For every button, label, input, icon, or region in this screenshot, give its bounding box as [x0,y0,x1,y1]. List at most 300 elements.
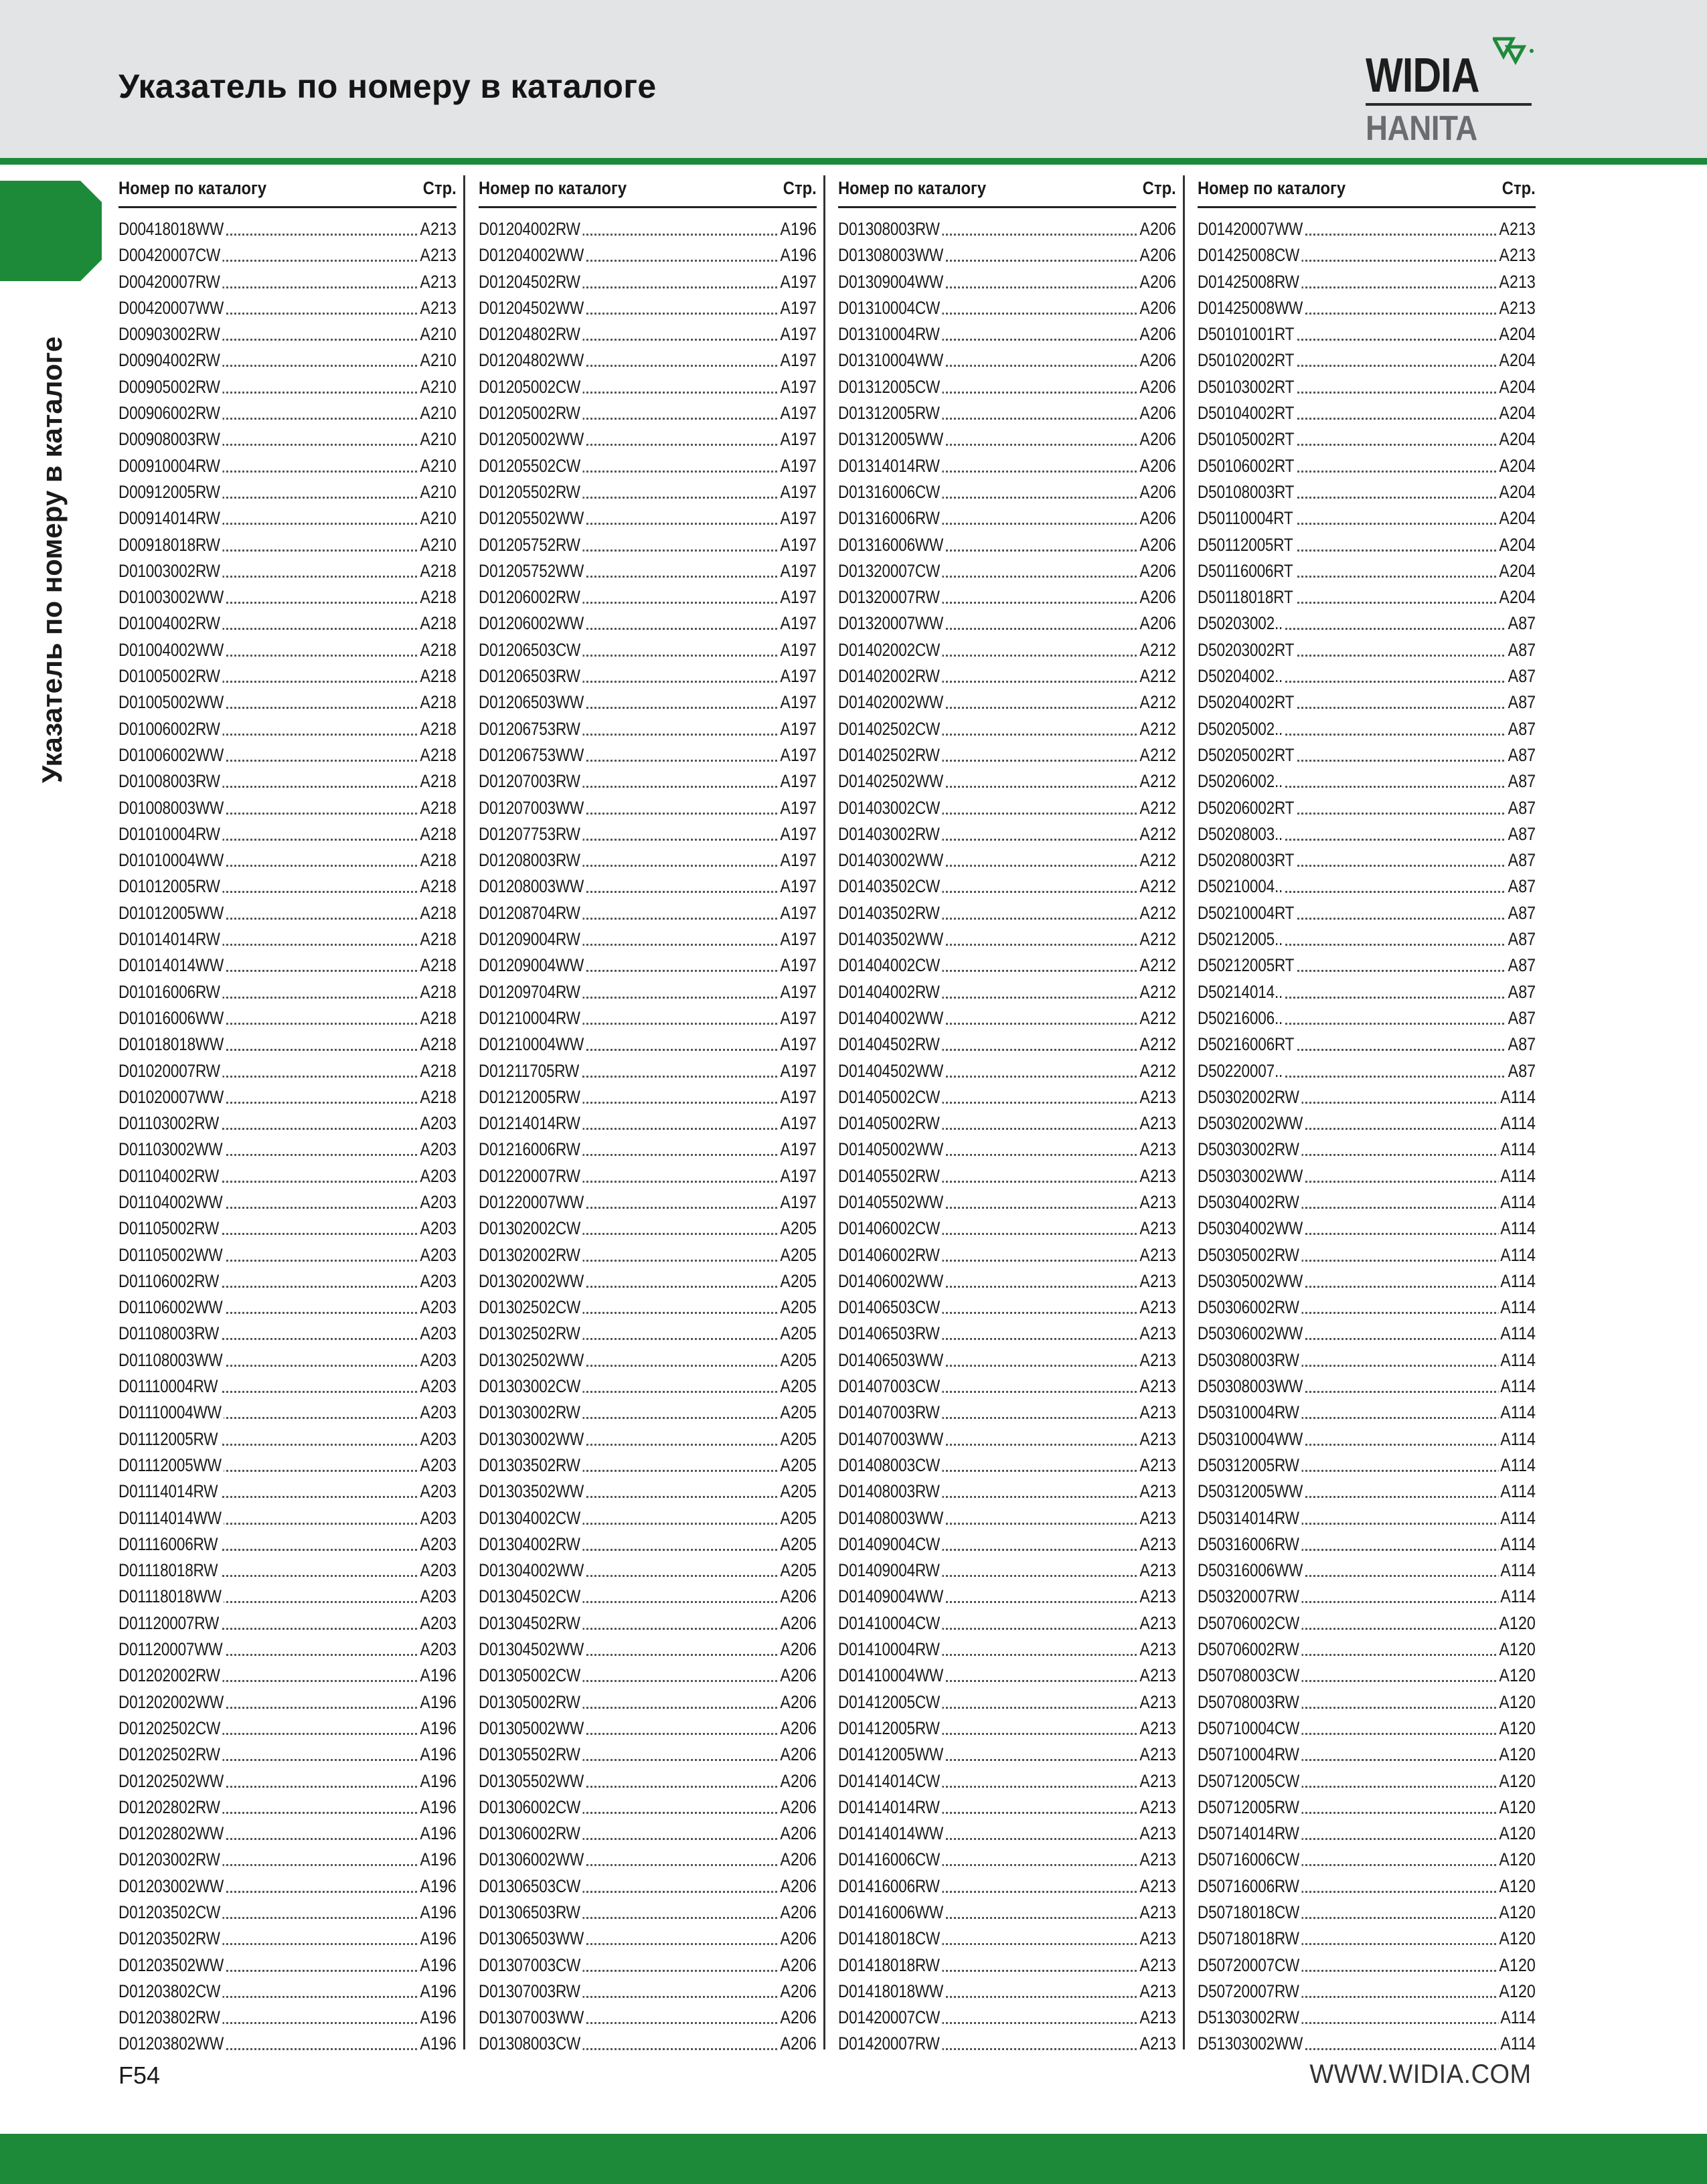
index-row [1198,1189,1536,1215]
page-reference: A213 [418,242,457,268]
page-reference: A197 [779,1137,817,1163]
catalog-number: D01010004WW [118,847,226,873]
catalog-number: D01405502RW [838,1163,942,1189]
index-row [838,1794,1176,1821]
catalog-number: D01305502RW [479,1742,582,1768]
index-row [838,269,1176,295]
page-reference: A206 [779,1636,817,1663]
page-reference: A205 [779,1215,817,1242]
page-reference: A218 [418,768,457,794]
page-reference: A197 [779,532,817,558]
index-row [1198,821,1536,847]
catalog-number: D01302502WW [479,1347,586,1373]
page-reference: A206 [1138,242,1176,268]
catalog-number: D50710004RW [1198,1742,1301,1768]
catalog-number: D50204002RT [1198,689,1297,716]
page-reference: A114 [1499,1189,1536,1215]
catalog-number: D50320007RW [1198,1584,1301,1610]
index-row [479,505,817,531]
index-row [838,1979,1176,2005]
page-reference: A210 [418,532,457,558]
catalog-number: D01403002WW [838,847,946,873]
catalog-number: D50108003RT [1198,479,1297,505]
catalog-number: D01204802RW [479,321,582,347]
page-reference: A120 [1497,1926,1536,1952]
index-row [1198,742,1536,768]
catalog-number: D01418018CW [838,1926,943,1952]
index-row [838,1215,1176,1242]
page-reference: A114 [1499,1452,1536,1479]
catalog-number: D01306503RW [479,1900,582,1926]
catalog-number: D00912005RW [118,479,222,505]
page-reference: A213 [1138,1215,1176,1242]
catalog-number: D50305002RW [1198,1242,1301,1268]
catalog-number: D50312005WW [1198,1479,1305,1505]
page-reference: A114 [1499,1479,1536,1505]
page-reference: A204 [1497,453,1536,479]
index-row [479,1189,817,1215]
index-row [118,479,457,505]
index-row [1198,795,1536,821]
index-row [118,374,457,400]
catalog-number: D01206002RW [479,584,582,610]
index-row [118,689,457,716]
catalog-number: D01408003RW [838,1479,942,1505]
index-row [1198,1689,1536,1715]
page-reference: A213 [1138,1663,1176,1689]
catalog-number: D50718018RW [1198,1926,1301,1952]
index-list [118,216,457,2057]
page-reference: A120 [1497,1715,1536,1742]
page-reference: A206 [779,1926,817,1952]
index-column-1 [118,173,457,2057]
page-reference: A196 [418,1847,457,1873]
page-reference: A206 [1138,374,1176,400]
index-row [479,821,817,847]
index-row [118,1294,457,1321]
page-reference: A120 [1497,1821,1536,1847]
page-reference: A114 [1499,1294,1536,1321]
index-row [838,1321,1176,1347]
page-reference: A212 [1138,926,1176,952]
catalog-number: D01016006RW [118,979,222,1005]
page-reference: A213 [1138,1689,1176,1715]
catalog-number: D01407003CW [838,1373,943,1400]
page-reference: A203 [418,1505,457,1531]
index-row [118,1636,457,1663]
page-reference: A218 [418,821,457,847]
catalog-number: D01303502RW [479,1452,582,1479]
page-reference: A213 [1138,1742,1176,1768]
index-row [838,1610,1176,1636]
page-reference: A205 [779,1321,817,1347]
index-row [118,1821,457,1847]
catalog-number: D50302002RW [1198,1084,1301,1110]
catalog-number: D01209004RW [479,926,582,952]
website-link[interactable]: WWW.WIDIA.COM [1309,2060,1532,2089]
index-row [118,1400,457,1426]
catalog-number: D01303002RW [479,1400,582,1426]
index-row [479,2031,817,2057]
page-reference: A120 [1497,1873,1536,1900]
catalog-number: D01408003WW [838,1505,946,1531]
catalog-number: D01405002WW [838,1137,946,1163]
catalog-number: D01404502WW [838,1058,946,1084]
index-row [1198,926,1536,952]
page-reference: A197 [779,689,817,716]
index-row [479,689,817,716]
catalog-number: D50210004.. [1198,873,1285,900]
index-row [838,1558,1176,1584]
catalog-number: D01104002RW [118,1163,221,1189]
index-row [118,1268,457,1294]
index-row [118,1873,457,1900]
catalog-number: D50716006CW [1198,1847,1302,1873]
page-reference: A196 [418,1873,457,1900]
page-reference: A205 [779,1558,817,1584]
index-row [1198,269,1536,295]
page-reference: A213 [1138,1821,1176,1847]
page-reference: A197 [779,768,817,794]
index-row [118,1347,457,1373]
catalog-number: D01114014RW [118,1479,220,1505]
index-row [838,1636,1176,1663]
catalog-number: D01403502CW [838,873,943,900]
catalog-number: D01203502RW [118,1926,222,1952]
index-row [118,2005,457,2031]
index-row [479,1373,817,1400]
index-row [1198,242,1536,268]
catalog-number: D01205002WW [479,426,586,452]
index-row [838,295,1176,321]
page-reference: A213 [1138,1900,1176,1926]
index-row [838,1084,1176,1110]
page-reference: A213 [418,295,457,321]
index-row [1198,1794,1536,1821]
page-reference: A197 [779,610,817,637]
index-row [479,1084,817,1110]
catalog-number: D01003002RW [118,558,222,584]
catalog-number: D01305002CW [479,1663,583,1689]
index-row [118,400,457,426]
catalog-number: D50220007.. [1198,1058,1285,1084]
brand-logo [1359,33,1533,154]
page-reference: A205 [779,1400,817,1426]
catalog-number: D00420007CW [118,242,223,268]
index-row [838,1137,1176,1163]
page-reference: A87 [1506,900,1536,926]
catalog-number: D50203002RT [1198,637,1297,663]
catalog-number: D01312005CW [838,374,943,400]
page-reference: A218 [418,873,457,900]
index-row [838,1768,1176,1794]
page-reference: A218 [418,663,457,689]
index-row [838,1531,1176,1558]
index-row [1198,453,1536,479]
page-reference: A203 [418,1189,457,1215]
index-row [479,321,817,347]
index-row [838,900,1176,926]
catalog-number: D50303002WW [1198,1163,1305,1189]
index-row [118,1689,457,1715]
page-reference: A206 [1138,453,1176,479]
catalog-number: D01302502CW [479,1294,583,1321]
catalog-number: D01208003WW [479,873,586,900]
catalog-number: D01414014CW [838,1768,943,1794]
index-row [1198,1426,1536,1452]
index-row [1198,1505,1536,1531]
index-row [838,584,1176,610]
page-reference: A213 [1138,1373,1176,1400]
index-row [118,2031,457,2057]
page-reference: A120 [1497,1610,1536,1636]
page-reference: A206 [1138,321,1176,347]
catalog-number: D01210004WW [479,1031,586,1058]
catalog-number: D01203002RW [118,1847,222,1873]
page-reference: A218 [418,1058,457,1084]
page-reference: A206 [779,1768,817,1794]
page-reference: A196 [418,1926,457,1952]
index-row [118,1163,457,1189]
page-reference: A204 [1497,321,1536,347]
page-reference: A203 [418,1163,457,1189]
index-row [1198,663,1536,689]
catalog-number: D01310004WW [838,347,946,373]
index-row [838,847,1176,873]
page-reference: A197 [779,1031,817,1058]
index-row [838,1663,1176,1689]
index-row [838,1373,1176,1400]
page-reference: A212 [1138,1005,1176,1031]
page-reference: A120 [1497,1742,1536,1768]
index-row [479,584,817,610]
page-reference: A213 [1138,1610,1176,1636]
index-row [838,2031,1176,2057]
catalog-number: D01010004RW [118,821,222,847]
catalog-number: D50708003RW [1198,1689,1301,1715]
catalog-number: D01402002CW [838,637,943,663]
page-reference: A197 [779,1110,817,1137]
index-row [1198,2005,1536,2031]
catalog-number: D01306503WW [479,1926,586,1952]
index-row [479,1452,817,1479]
catalog-number: D50706002CW [1198,1610,1302,1636]
footer-bar [0,2134,1707,2184]
index-row [479,2005,817,2031]
page-reference: A197 [779,426,817,452]
index-row [118,216,457,242]
catalog-number: D50308003WW [1198,1373,1305,1400]
page-reference: A120 [1497,1663,1536,1689]
page-reference: A205 [779,1479,817,1505]
page-reference: A114 [1499,1505,1536,1531]
catalog-number: D01206503RW [479,663,582,689]
page-reference: A210 [418,321,457,347]
catalog-number: D00906002RW [118,400,222,426]
page-reference: A203 [418,1400,457,1426]
page-reference: A114 [1499,1373,1536,1400]
catalog-number: D01412005RW [838,1715,942,1742]
index-row [838,532,1176,558]
page-reference: A212 [1138,847,1176,873]
column-header-page: Стр. [1143,178,1176,198]
index-row [479,1531,817,1558]
index-row [838,1584,1176,1610]
catalog-number: D50216006.. [1198,1005,1285,1031]
catalog-number: D01403002RW [838,821,942,847]
catalog-number: D01112005WW [118,1452,224,1479]
index-row [118,453,457,479]
index-row [118,269,457,295]
index-row [1198,1321,1536,1347]
page-reference: A206 [779,1663,817,1689]
index-row [1198,900,1536,926]
catalog-number: D01108003RW [118,1321,221,1347]
page-reference: A203 [418,1215,457,1242]
catalog-number: D01404502RW [838,1031,942,1058]
catalog-number: D50316006RW [1198,1531,1301,1558]
index-row [1198,637,1536,663]
catalog-number: D01303002CW [479,1373,583,1400]
page-reference: A213 [1138,1163,1176,1189]
page-reference: A196 [418,1742,457,1768]
catalog-number: D01005002WW [118,689,226,716]
index-row [479,1558,817,1584]
page-reference: A87 [1506,610,1536,637]
column-header-number: Номер по каталогу [838,178,987,198]
catalog-number: D01310004CW [838,295,943,321]
index-row [1198,505,1536,531]
page-reference: A212 [1138,1058,1176,1084]
index-row [479,426,817,452]
page-reference: A197 [779,795,817,821]
page-reference: A87 [1506,847,1536,873]
catalog-number: D01302002CW [479,1215,583,1242]
catalog-number: D01207003RW [479,768,582,794]
index-row [1198,1163,1536,1189]
index-row [479,1479,817,1505]
index-row [118,532,457,558]
catalog-number: D50214014.. [1198,979,1285,1005]
page-reference: A203 [418,1558,457,1584]
index-row [838,1110,1176,1137]
catalog-number: D01407003WW [838,1426,946,1452]
page-reference: A87 [1506,795,1536,821]
index-row [479,873,817,900]
catalog-number: D50208003.. [1198,821,1285,847]
catalog-number: D50720007RW [1198,1979,1301,2005]
index-row [479,1926,817,1952]
page-reference: A87 [1506,926,1536,952]
index-row [838,505,1176,531]
index-row [1198,1268,1536,1294]
column-header-page: Стр. [783,178,817,198]
page-reference: A203 [418,1636,457,1663]
index-row [1198,1347,1536,1373]
index-row [1198,1979,1536,2005]
page-reference: A212 [1138,637,1176,663]
catalog-number: D01302002RW [479,1242,582,1268]
index-row [479,900,817,926]
page-reference: A213 [1138,1952,1176,1979]
catalog-number: D01205002CW [479,374,583,400]
catalog-number: D01407003RW [838,1400,942,1426]
catalog-number: D01208704RW [479,900,582,926]
page-reference: A114 [1499,1584,1536,1610]
catalog-number: D00903002RW [118,321,222,347]
catalog-number: D01402502CW [838,716,943,742]
page-reference: A197 [779,952,817,979]
catalog-number: D01404002WW [838,1005,946,1031]
catalog-number: D01203802CW [118,1979,223,2005]
page-reference: A196 [418,1952,457,1979]
index-row [479,1005,817,1031]
index-list [479,216,817,2057]
catalog-number: D01110004RW [118,1373,220,1400]
index-row [1198,1452,1536,1479]
page-reference: A206 [1138,505,1176,531]
index-row [1198,1873,1536,1900]
page-reference: A213 [1138,1242,1176,1268]
index-row [1198,321,1536,347]
page-reference: A197 [779,584,817,610]
catalog-number: D50101001RT [1198,321,1297,347]
catalog-number: D01312005RW [838,400,942,426]
catalog-number: D01304002CW [479,1505,583,1531]
page-reference: A203 [418,1479,457,1505]
page-reference: A213 [1138,2005,1176,2031]
catalog-number: D01202502CW [118,1715,223,1742]
index-row [479,1347,817,1373]
page-reference: A197 [779,873,817,900]
page-reference: A212 [1138,952,1176,979]
catalog-number: D01116006RW [118,1531,220,1558]
page-reference: A206 [779,1715,817,1742]
index-row [479,347,817,373]
index-row [838,1426,1176,1452]
index-row [479,532,817,558]
catalog-number: D01314014RW [838,453,942,479]
catalog-number: D01016006WW [118,1005,226,1031]
index-row [838,1163,1176,1189]
page-reference: A197 [779,1084,817,1110]
page-reference: A203 [418,1268,457,1294]
page-reference: A203 [418,1426,457,1452]
index-row [479,1768,817,1794]
index-row [118,1558,457,1584]
catalog-number: D50710004CW [1198,1715,1302,1742]
catalog-number: D01012005RW [118,873,222,900]
index-row [118,1952,457,1979]
index-row [118,295,457,321]
page-reference: A197 [779,1163,817,1189]
catalog-number: D01308003WW [838,242,946,268]
index-row [479,926,817,952]
catalog-number: D01416006RW [838,1873,942,1900]
index-row [118,1321,457,1347]
catalog-number: D01008003RW [118,768,222,794]
index-row [118,768,457,794]
page-reference: A197 [779,400,817,426]
page-reference: A206 [1138,479,1176,505]
index-row [1198,347,1536,373]
catalog-number: D01304002RW [479,1531,582,1558]
index-row [1198,1584,1536,1610]
catalog-number: D50708003CW [1198,1663,1302,1689]
index-row [479,242,817,268]
index-row [479,979,817,1005]
catalog-number: D50110004RT [1198,505,1295,531]
